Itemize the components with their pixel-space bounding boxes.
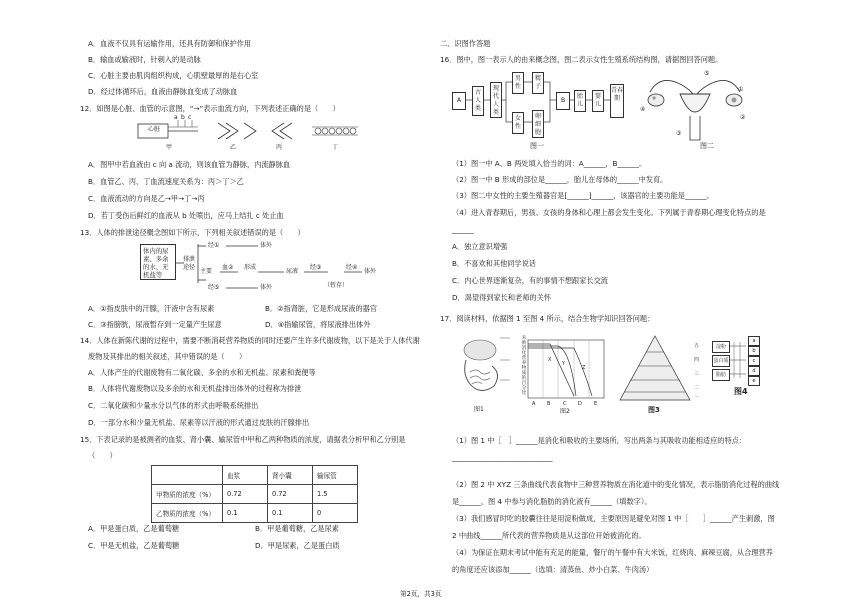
table-cell: 0.72 xyxy=(223,485,268,504)
q17-item-1-blank: ____________________________ xyxy=(452,453,553,462)
q14-option-d: D．一部分水和少量无机盐、尿素等以汗液的形式通过皮肤的汗腺排出 xyxy=(88,418,310,427)
q16-item-1: （1）图一中 A、B 两处填入恰当的词：A______，B______。 xyxy=(452,159,647,168)
q16-box-b: B xyxy=(556,92,570,110)
q17-enzyme-d: d xyxy=(748,366,760,376)
q16-box-modern: 现代人类 xyxy=(490,82,502,118)
q13-b3b: 体外 xyxy=(260,284,273,291)
q13-figure xyxy=(140,240,380,298)
q13-b2e: 经③ xyxy=(310,264,322,271)
q15-option-c: C．甲是无机盐，乙是葡萄糖 xyxy=(88,541,180,550)
label-1: ① xyxy=(738,86,744,93)
q12-label-c: c xyxy=(188,114,192,121)
q13-stem: 13．人体的排泄途径概念图如下所示，下列相关叙述错误的是（ ） xyxy=(80,228,305,237)
q15-option-d: D．甲是尿素，乙是蛋白质 xyxy=(255,541,340,550)
q12-stem: 12．如图是心脏、血管的示意图，“→”表示血流方向，下列表述正确的是（ ） xyxy=(80,104,340,113)
q15-option-b: B．甲是葡萄糖，乙是尿素 xyxy=(255,524,339,533)
q14-stem-line2: 废物及其排出的相关叙述，其中错误的是（ ） xyxy=(88,352,247,361)
q17-item-4-line2: 的角度还应该添加______（选填：清蒸鱼、炒小白菜、牛肉汤） xyxy=(452,565,654,574)
q17-level-1: 一 xyxy=(694,395,700,401)
q13-b2g: 体外 xyxy=(364,268,377,275)
q17-fig2-ylabel: 未被消化营养物质的百分比 xyxy=(521,336,527,396)
q17-item-3-line2: 2 中曲线______所代表的营养物质是从这部位开始被消化的。 xyxy=(452,531,646,540)
q16-stem: 16．图中，图一表示人的由来概念图，图二表示女性生殖系统结构图，请据图回答问题。 xyxy=(440,55,723,64)
q17-fig2-xtick-a: A xyxy=(532,401,536,407)
q11-option-d: D．经过体循环后，血液由静脉血变成了动脉血 xyxy=(88,87,238,96)
q17-fig2-xtick-e: E xyxy=(594,401,598,407)
section-title: 二、识图作答题 xyxy=(440,39,491,48)
q17-box-protein: 蛋白质 xyxy=(712,355,730,367)
table-row xyxy=(152,466,358,485)
q17-enzyme-b: b xyxy=(748,346,760,356)
q15-option-a: A．甲是蛋白质，乙是葡萄糖 xyxy=(88,524,180,533)
q14-option-a: A．人体产生的代谢废物有二氧化碳、多余的水和无机盐、尿素和粪便等 xyxy=(88,368,316,377)
q15-stem-line1: 15．下表记录的是被测者的血浆、肾小囊、输尿管中甲和乙两种物质的浓度，请据表分析甲和乙分别是 xyxy=(80,435,406,444)
table-cell: 0.72 xyxy=(268,485,313,504)
q17-curve-x: X xyxy=(548,357,552,363)
q12-option-b: B．血管乙、丙、丁血流速度关系为：丙＞丁＞乙 xyxy=(88,177,244,186)
table-row xyxy=(152,485,358,504)
q16-item-4: （4）进入青春期后，男孩、女孩的身体和心理上都会发生变化。下列属于青春期心理变化特点的是 xyxy=(452,208,766,217)
q15-table xyxy=(151,465,358,523)
q16-caption-2: 图二 xyxy=(700,142,714,150)
table-cell xyxy=(152,466,223,485)
q13-option-c: C．③指膀胱，尿液暂存到一定量产生尿意 xyxy=(88,320,222,329)
q13-option-a: A．①指皮肤中的汗腺，汗液中含有尿素 xyxy=(88,304,215,313)
q17-item-4-line1: （4）为保证在期末考试中能有充足的能量，餐厅的午餐中有大米饭、红烧肉、麻辣豆腐，从合理营养 xyxy=(452,548,773,557)
table-cell: 0 xyxy=(313,504,358,523)
q12-label-b: b xyxy=(181,114,185,121)
q16-box-youth: 青春期 xyxy=(610,84,624,118)
q13-option-b: B．②指肾脏，它是形成尿液的器官 xyxy=(265,304,378,313)
q16-box-female: 女性 xyxy=(512,112,524,134)
q17-caption-2: 图2 xyxy=(560,408,570,415)
q16-option-d: D．渴望得到家长和老师的关怀 xyxy=(452,293,551,302)
q13-b2f: 经④ xyxy=(346,264,358,271)
q16-option-b: B．不喜欢和其他同学说话 xyxy=(452,259,536,268)
q17-enzyme-a: a xyxy=(748,336,760,346)
table-cell: 肾小囊 xyxy=(268,466,313,485)
q13-b2b: 血② xyxy=(222,264,234,271)
q16-box-egg: 卵细胞 xyxy=(532,110,544,138)
q16-item-4-blank: ______ xyxy=(452,225,474,234)
q17-fig2-xtick-b: B xyxy=(547,401,551,407)
q12-heart-label: 心脏 xyxy=(147,126,160,133)
q16-option-c: C．内心世界逐渐复杂，有的事情不想跟家长交流 xyxy=(452,276,608,285)
table-cell: 0.1 xyxy=(268,504,313,523)
table-cell: 0.1 xyxy=(223,504,268,523)
q17-fig2-xtick-c: C xyxy=(563,401,567,407)
q13-b2a: 主要 xyxy=(200,268,213,275)
table-cell: 1.5 xyxy=(313,485,358,504)
q17-enzyme-e: e xyxy=(748,376,760,386)
q13-option-d: D．④指输尿管，将尿液排出体外 xyxy=(265,320,371,329)
q12-figure xyxy=(126,116,366,152)
q16-box-a: A xyxy=(452,92,466,110)
q16-caption-1: 图一 xyxy=(530,142,544,150)
q12-caption-jia: 甲 xyxy=(166,144,173,151)
q16-box-ancient: 古人类 xyxy=(472,86,484,116)
table-cell: 乙物质的浓度（%） xyxy=(152,504,223,523)
q16-box-sperm: 精子 xyxy=(532,72,544,94)
q11-option-c: C．心脏主要由肌肉组织构成，心肌壁最厚的是右心室 xyxy=(88,71,259,80)
q17-box-fat: 脂肪 xyxy=(712,369,730,381)
q16-option-a: A．独立意识增强 xyxy=(452,242,508,251)
q17-level-2: 二 xyxy=(694,385,700,391)
q16-item-2: （2）图一中 B 形成的部位是______，胎儿在母体的______中发育。 xyxy=(452,175,668,184)
q17-curve-z: Z xyxy=(582,365,586,371)
q16-box-male: 男性 xyxy=(512,72,524,94)
table-cell: 输尿管 xyxy=(313,466,358,485)
q12-label-a: a xyxy=(174,114,178,121)
q13-b1b: 体外 xyxy=(260,242,273,249)
q11-option-a: A．血液不仅具有运输作用，还具有防御和保护作用 xyxy=(88,39,252,48)
q13-route-label: 排泄途径 xyxy=(182,256,195,271)
q17-item-2-line1: （2）图 2 中 XYZ 三条曲线代表食物中三种营养物质在消化道中的变化情况，表示脂肪消化过程的曲线 xyxy=(452,480,780,489)
q13-b1a: 经① xyxy=(208,242,220,249)
q15-stem-line2: （ ） xyxy=(88,451,117,460)
table-cell: 甲物质的浓度（%） xyxy=(152,485,223,504)
q17-enzyme-c: c xyxy=(748,356,760,366)
q17-item-3-line1: （3）我们感冒时吃的胶囊往往是用淀粉做成，主要原因是避免对图 1 中［ ］______产生刺激，图 xyxy=(452,514,775,523)
q12-caption-ding: 丁 xyxy=(332,144,339,151)
q17-caption-3: 图3 xyxy=(648,406,660,414)
q13-b3a: 经⑤ xyxy=(208,284,220,291)
q13-b2d: 尿液 xyxy=(286,268,299,275)
table-row xyxy=(152,504,358,523)
q14-option-c: C．二氧化碳和少量水分以气体的形式由呼吸系统排出 xyxy=(88,401,259,410)
q17-level-4: 四 xyxy=(694,357,700,363)
q17-level-3: 三 xyxy=(694,371,700,377)
q17-figures xyxy=(450,330,770,422)
label-2: ② xyxy=(740,114,746,121)
q12-caption-yi: 乙 xyxy=(230,144,237,151)
q17-level-5: 五 xyxy=(694,343,700,349)
label-4: ④ xyxy=(640,106,646,113)
q12-option-c: C．血液流动的方向是乙→甲→丁→丙 xyxy=(88,194,205,203)
q13-store: （暂存） xyxy=(324,282,349,289)
q17-stem: 17．阅读材料，依据图 1 至图 4 所示，结合生物学知识回答问题： xyxy=(440,314,655,323)
q13-b2c: 形成 xyxy=(244,264,257,271)
q17-caption-1: 图1 xyxy=(474,406,484,413)
q12-caption-bing: 丙 xyxy=(276,144,283,151)
q17-item-2-line2: 是______，图 4 中参与消化脂肪的消化液有______（填数字）。 xyxy=(452,497,652,506)
q17-curve-y: Y xyxy=(562,361,566,367)
q17-box-starch: 淀粉 xyxy=(712,341,730,353)
q13-main-box: 体内的尿素、多余的水、无机盐等 xyxy=(140,244,176,280)
label-3: ③ xyxy=(676,130,682,137)
q14-stem-line1: 14．人体在新陈代谢的过程中，需要不断消耗营养物质的同时还要产生许多代谢废物，以下是关于人体代谢 xyxy=(80,336,420,345)
q17-item-1: （1）图 1 中［ ］______是消化和吸收的主要场所，写出两条与其吸收功能相适应的特点： xyxy=(452,436,747,445)
uterus-diagram xyxy=(640,70,750,152)
q16-box-baby: 婴儿 xyxy=(592,90,604,112)
q11-option-b: B．输血或输液时，针刺入的是动脉 xyxy=(88,55,201,64)
q17-caption-4: 图4 xyxy=(734,387,748,396)
q14-option-b: B．人体将代谢废物以及多余的水和无机盐排出体外的过程称为排泄 xyxy=(88,384,302,393)
table-cell: 血浆 xyxy=(223,466,268,485)
q12-figure-art xyxy=(126,116,366,152)
q16-box-embryo: 胎儿 xyxy=(574,90,586,112)
q16-figure-2 xyxy=(640,70,750,152)
q12-option-d: D．若丁受伤后鲜红的血液从 b 处喷出，应马上结扎 c 处止血 xyxy=(88,211,284,220)
q12-option-a: A．图甲中若血液由 c 向 a 流动，则该血管为静脉，内流静脉血 xyxy=(88,160,291,169)
page-footer: 第2页，共3页 xyxy=(400,590,442,598)
q16-item-3: （3）图二中女性的主要生殖器官是[______]______，该器官的主要功能是______。 xyxy=(452,191,714,200)
q16-figure-1 xyxy=(452,70,634,152)
q17-fig2-xtick-d: D xyxy=(578,401,582,407)
label-5: ⑤ xyxy=(704,70,710,77)
